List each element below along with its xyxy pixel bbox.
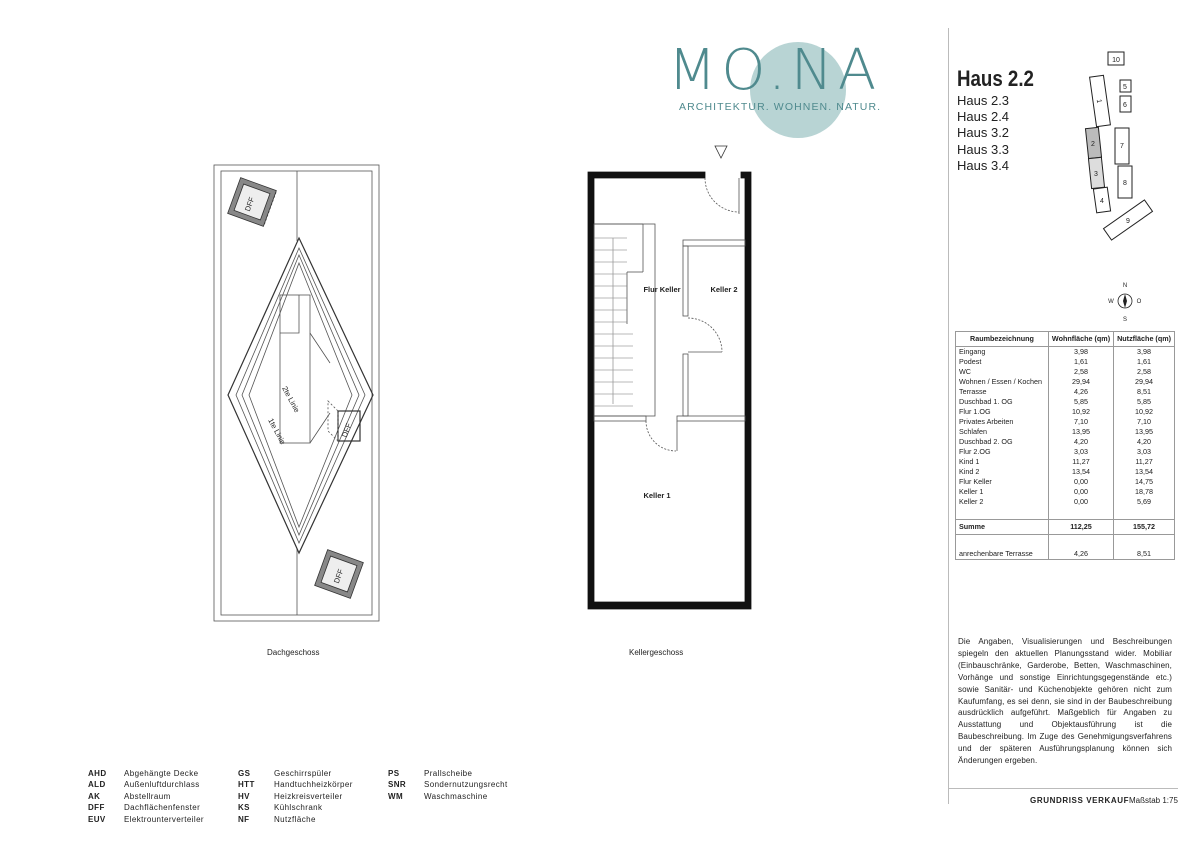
- table-row: [956, 437, 1175, 447]
- area-cell: 5,69: [1114, 497, 1175, 507]
- legend-row: AK Abstellraum: [88, 791, 171, 801]
- legend-column-3: [388, 768, 508, 802]
- table-row: [956, 357, 1175, 367]
- table-row: [956, 457, 1175, 467]
- logo-tagline: ARCHITEKTUR. WOHNEN. NATUR.: [679, 101, 882, 113]
- table-row: [956, 427, 1175, 437]
- area-cell: 18,78: [1114, 487, 1175, 497]
- area-cell: 29,94: [1114, 377, 1175, 387]
- area-cell: 29,94: [1048, 377, 1113, 387]
- dff-label: DFF: [331, 567, 346, 585]
- house-list-item: Haus 2.3: [957, 93, 1010, 108]
- room-name-cell: Keller 1: [956, 487, 1049, 497]
- col-header-usable: Nutzfläche (qm): [1114, 332, 1175, 347]
- area-cell: 11,27: [1114, 457, 1175, 467]
- site-plan: [1075, 48, 1185, 248]
- legend-row: SNR Sondernutzungsrecht: [388, 780, 508, 790]
- room-name-cell: Duschbad 2. OG: [956, 437, 1049, 447]
- area-cell: 4,20: [1048, 437, 1113, 447]
- table-row: [956, 417, 1175, 427]
- area-cell: 7,10: [1114, 417, 1175, 427]
- area-cell: 5,85: [1048, 397, 1113, 407]
- room-label-flur-keller: Flur Keller: [643, 285, 681, 294]
- table-row: [956, 477, 1175, 487]
- area-cell: 0,00: [1048, 487, 1113, 497]
- room-name-cell: Kind 2: [956, 467, 1049, 477]
- table-row: [956, 387, 1175, 397]
- room-name-cell: Wohnen / Essen / Kochen: [956, 377, 1049, 387]
- legend-row: EUV Elektrounterverteiler: [88, 814, 204, 824]
- compass-n: N: [1122, 283, 1128, 289]
- table-row: [956, 487, 1175, 497]
- room-table: [955, 331, 1175, 560]
- footer-title: GRUNDRISS VERKAUF: [1030, 796, 1130, 805]
- area-cell: 13,54: [1114, 467, 1175, 477]
- room-label-keller-1: Keller 1: [643, 491, 671, 500]
- area-cell: 1,61: [1114, 357, 1175, 367]
- compass: [1102, 280, 1148, 326]
- room-name-cell: Keller 2: [956, 497, 1049, 507]
- lot-label: 5: [1123, 84, 1127, 91]
- area-cell: 3,03: [1114, 447, 1175, 457]
- legend-row: KS Kühlschrank: [238, 803, 323, 813]
- room-name-cell: Flur 1.OG: [956, 407, 1049, 417]
- lot-label: 4: [1100, 198, 1104, 205]
- room-label-keller-2: Keller 2: [710, 285, 738, 294]
- legend-row: PS Prallscheibe: [388, 769, 473, 778]
- legend-column-2: [238, 768, 353, 825]
- area-cell: 10,92: [1114, 407, 1175, 417]
- area-cell: 3,98: [1048, 347, 1113, 358]
- area-cell: 10,92: [1048, 407, 1113, 417]
- room-name-cell: Kind 1: [956, 457, 1049, 467]
- table-row: [956, 467, 1175, 477]
- roof-line-2: 2te Linie: [280, 384, 302, 414]
- area-cell: 2,58: [1114, 367, 1175, 377]
- area-cell: 13,95: [1114, 427, 1175, 437]
- lot-label: 8: [1123, 180, 1127, 187]
- area-cell: 8,51: [1114, 387, 1175, 397]
- room-name-cell: Flur 2.OG: [956, 447, 1049, 457]
- area-cell: 14,75: [1114, 477, 1175, 487]
- table-row: [956, 397, 1175, 407]
- compass-o: O: [1136, 299, 1142, 305]
- table-terrace-row: anrechenbare Terrasse 4,26 8,51: [956, 549, 1175, 560]
- area-cell: 1,61: [1048, 357, 1113, 367]
- basement-plan: [585, 142, 755, 630]
- room-name-cell: WC: [956, 367, 1049, 377]
- legend-row: NF Nutzfläche: [238, 814, 316, 824]
- table-row: [956, 347, 1175, 358]
- legend-row: WM Waschmaschine: [388, 791, 488, 801]
- room-name-cell: Eingang: [956, 347, 1049, 358]
- area-cell: 13,95: [1048, 427, 1113, 437]
- lot-label: 3: [1094, 171, 1098, 178]
- table-row: [956, 447, 1175, 457]
- roof-line-1: 1te Linie: [266, 416, 288, 446]
- footer-scale: Maßstab 1:75: [1129, 796, 1178, 805]
- legend-row: ALD Außenluftdurchlass: [88, 780, 200, 790]
- room-name-cell: Duschbad 1. OG: [956, 397, 1049, 407]
- roof-plan-caption: Dachgeschoss: [267, 648, 320, 657]
- dff-label: DFF: [242, 195, 257, 213]
- roof-plan: [210, 163, 385, 625]
- room-name-cell: Flur Keller: [956, 477, 1049, 487]
- logo: MO.NA: [668, 38, 882, 103]
- lot-label: 6: [1123, 102, 1127, 109]
- lot-label: 1: [1094, 98, 1103, 104]
- col-header-living: Wohnfläche (qm): [1048, 332, 1113, 347]
- table-row: [956, 377, 1175, 387]
- legend-row: HTT Handtuchheizkörper: [238, 780, 353, 790]
- lot-label: 7: [1120, 143, 1124, 150]
- legend-row: GS Geschirrspüler: [238, 769, 332, 778]
- area-cell: 11,27: [1048, 457, 1113, 467]
- area-cell: 5,85: [1114, 397, 1175, 407]
- area-cell: 13,54: [1048, 467, 1113, 477]
- legend-row: DFF Dachflächenfenster: [88, 803, 201, 813]
- basement-plan-caption: Kellergeschoss: [629, 648, 684, 657]
- column-divider: [948, 28, 949, 804]
- area-cell: 4,26: [1048, 387, 1113, 397]
- area-cell: 2,58: [1048, 367, 1113, 377]
- house-list-item: Haus 3.2: [957, 125, 1010, 141]
- lot-label: 10: [1112, 57, 1120, 64]
- room-name-cell: Schlafen: [956, 427, 1049, 437]
- legend-column-1: [88, 768, 204, 825]
- room-name-cell: Podest: [956, 357, 1049, 367]
- table-row: [956, 367, 1175, 377]
- house-list-item: Haus 2.4: [957, 109, 1010, 125]
- house-list-item: Haus 3.4: [957, 157, 1010, 173]
- area-cell: 4,20: [1114, 437, 1175, 447]
- house-list: [957, 93, 1009, 174]
- lot-label: 2: [1091, 141, 1095, 148]
- footer-divider: [948, 788, 1178, 789]
- dff-label: DFF: [339, 421, 354, 439]
- house-title: Haus 2.2: [957, 66, 1034, 91]
- compass-w: W: [1108, 299, 1114, 305]
- table-row: [956, 497, 1175, 507]
- disclaimer: Die Angaben, Visualisierungen und Beschreibungen spiegeln den aktuellen Planungsstand wider. Mobiliar (Einbauschränke, Garderobe, Betten, Waschmaschinen, Vorhänge und sonstige Einrichtungsgegenstände etc.) sowie Sanitär- und Küchenobjekte gehören nicht zum Kaufumfang, es sei denn, sie sind in der Baubeschreibung ausdrücklich aufgeführt. Maßgeblich für Angaben zu Ausstattung und Objektausführung ist die Baubeschreibung. Im Zuge des Genehmigungsverfahrens und der späteren Ausführungsplanung können sich Änderungen ergeben.: [958, 637, 1172, 766]
- table-row: [956, 407, 1175, 417]
- area-cell: 3,98: [1114, 347, 1175, 358]
- legend-row: HV Heizkreisverteiler: [238, 791, 343, 801]
- area-cell: 3,03: [1048, 447, 1113, 457]
- compass-s: S: [1122, 317, 1128, 323]
- legend-row: AHD Abgehängte Decke: [88, 769, 199, 778]
- house-list-item: Haus 3.3: [957, 141, 1010, 157]
- area-cell: 0,00: [1048, 477, 1113, 487]
- table-sum-row: Summe 112,25 155,72: [956, 520, 1175, 535]
- col-header-room: Raumbezeichnung: [956, 332, 1049, 347]
- room-name-cell: Terrasse: [956, 387, 1049, 397]
- room-name-cell: Privates Arbeiten: [956, 417, 1049, 427]
- area-cell: 7,10: [1048, 417, 1113, 427]
- lot-label: 9: [1126, 218, 1130, 225]
- area-cell: 0,00: [1048, 497, 1113, 507]
